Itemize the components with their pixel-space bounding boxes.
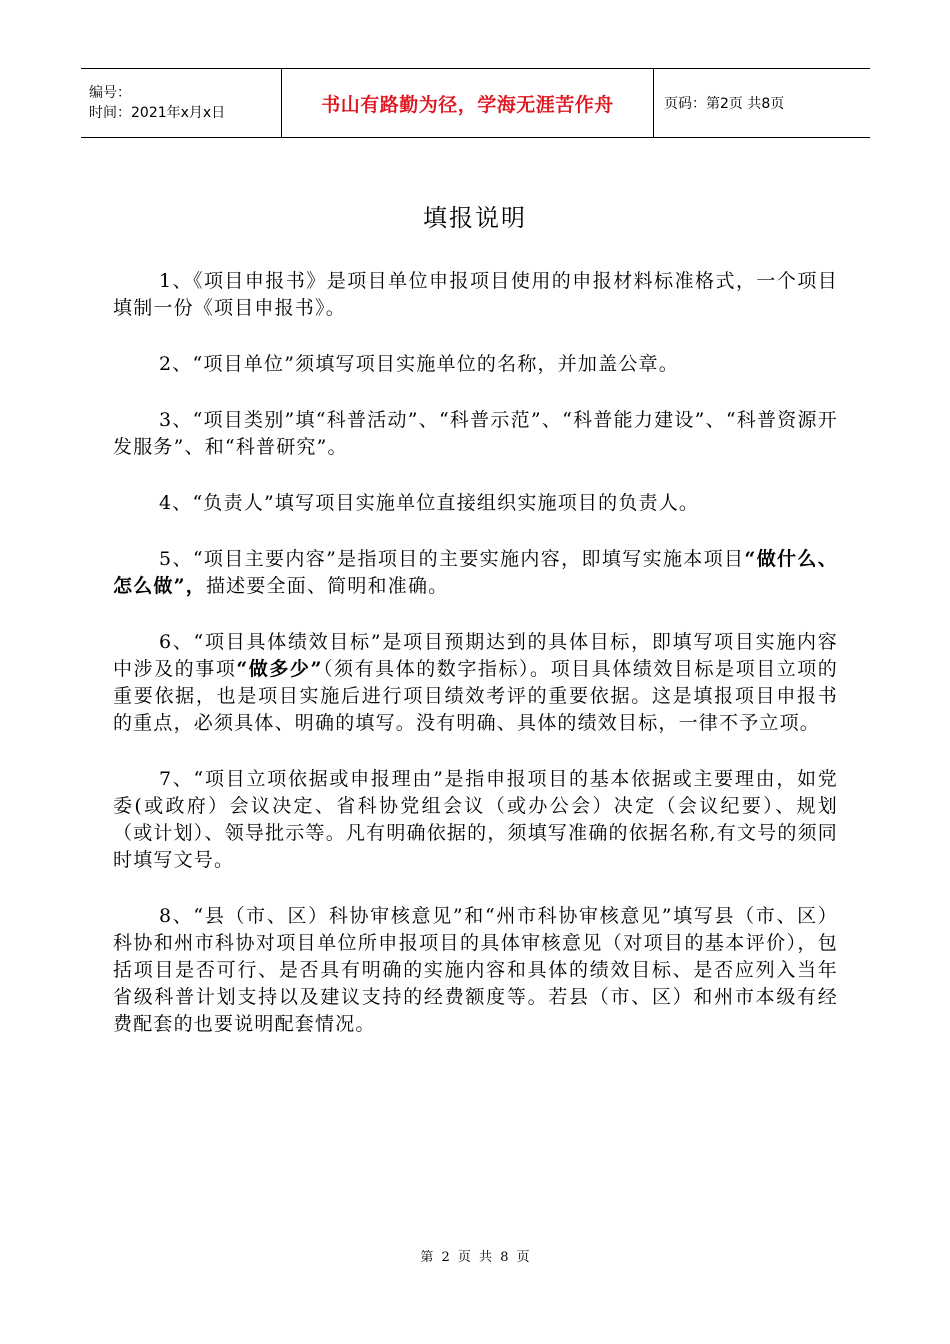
paragraph-2 xyxy=(113,351,838,378)
paragraph-7 xyxy=(113,766,838,874)
paragraph-6 xyxy=(113,629,838,737)
emphasis-text: “做什么、怎么做”， xyxy=(113,548,838,597)
paragraph-text: 2、“项目单位”须填写项目实施单位的名称，并加盖公章。 xyxy=(159,353,679,375)
paragraph-5 xyxy=(113,546,838,600)
page-header xyxy=(81,68,870,138)
paragraph-text: 8、“县（市、区）科协审核意见”和“州市科协审核意见”填写县（市、区）科协和州市科协对项目单位所申报项目的具体审核意见（对项目的基本评价），包括项目是否可行、是否具有明确的实施内容和具体的绩效目标、是否应列入当年省级科普计划支持以及建议支持的经费额度等。若县（市、区）和州市本级有经费配套的也要说明配套情况。 xyxy=(113,905,838,1035)
paragraph-8 xyxy=(113,903,838,1038)
paragraph-text: 6、“项目具体绩效目标”是项目预期达到的具体目标，即填写项目实施内容中涉及的事项 xyxy=(113,631,838,680)
paragraph-text: （须有具体的数字指标）。项目具体绩效目标是项目立项的重要依据，也是项目实施后进行项目绩效考评的重要依据。这是填报项目申报书的重点，必须具体、明确的填写。没有明确、具体的绩效目标，一律不予立项。 xyxy=(113,658,839,734)
instructions-body xyxy=(113,268,838,1067)
document-title: 填报说明 xyxy=(423,204,527,232)
paragraph-text: 3、“项目类别”填“科普活动”、“科普示范”、“科普能力建设”、“科普资源开发服务”、和“科普研究”。 xyxy=(113,409,838,458)
paragraph-text: 5、“项目主要内容”是指项目的主要实施内容，即填写实施本项目 xyxy=(159,548,745,570)
emphasis-text: “做多少” xyxy=(236,658,323,680)
header-slogan-cell xyxy=(281,69,654,137)
paragraph-1 xyxy=(113,268,838,322)
paragraph-3 xyxy=(113,407,838,461)
paragraph-text: 1、《项目申报书》是项目单位申报项目使用的申报材料标准格式，一个项目填制一份《项目申报书》。 xyxy=(113,270,838,319)
slogan: 书山有路勤为径，学海无涯苦作舟 xyxy=(321,93,614,116)
header-page-cell xyxy=(654,69,870,137)
paragraph-text: 描述要全面、简明和准确。 xyxy=(205,575,449,597)
paragraph-4 xyxy=(113,490,838,517)
time-label: 时间：2021年x月x日 xyxy=(89,105,226,121)
page-label: 页码：第2页 共8页 xyxy=(664,96,785,112)
paragraph-text: 4、“负责人”填写项目实施单位直接组织实施项目的负责人。 xyxy=(159,492,700,514)
page-footer: 第 2 页 共 8 页 xyxy=(420,1250,530,1265)
number-label: 编号： xyxy=(89,85,131,101)
paragraph-text: 7、“项目立项依据或申报理由”是指申报项目的基本依据或主要理由，如党委(或政府）会议决定、省科协党组会议（或办公会）决定（会议纪要）、规划（或计划）、领导批示等。凡有明确依据的，须填写准确的依据名称,有文号的须同时填写文号。 xyxy=(113,768,838,871)
header-left-cell xyxy=(81,69,281,137)
